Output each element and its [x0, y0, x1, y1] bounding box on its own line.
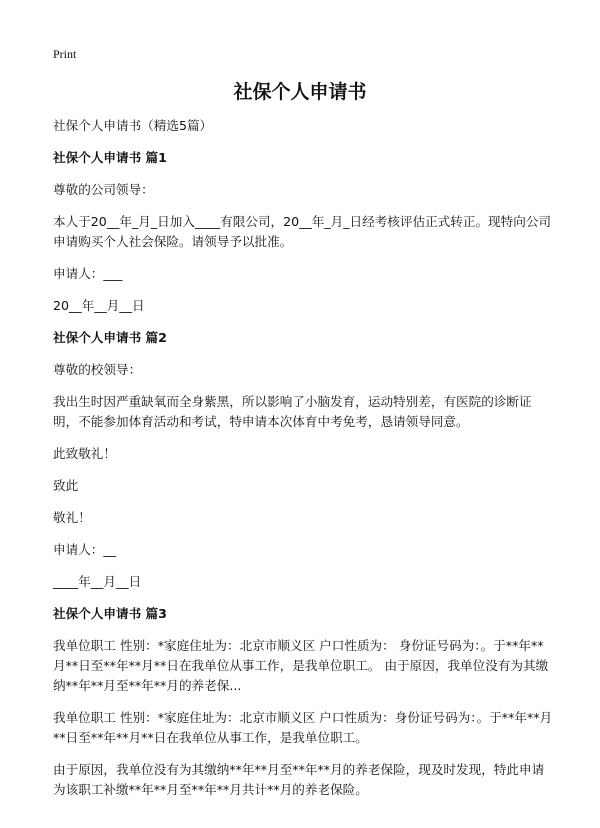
section-2-applicant: 申请人：__	[53, 542, 116, 557]
section-1-applicant: 申请人：___	[53, 266, 123, 281]
document-subtitle: 社保个人申请书（精选5篇）	[53, 118, 213, 133]
section-3-paragraph-1: 我单位职工 性别：*家庭住址为：北京市顺义区 户口性质为： 身份证号码为：。于**年**月**日至**年**月**日在我单位从事工作，是我单位职工。 由于原因，我单位没有为其缴纳**年**月至**年**月的养老保...	[53, 638, 549, 693]
section-3-paragraph-2: 我单位职工 性别：*家庭住址为：北京市顺义区 户口性质为：身份证号码为：。于**年**月**日至**年**月**日在我单位从事工作，是我单位职工。	[53, 710, 553, 745]
section-2-closing-2: 致此	[53, 478, 79, 493]
section-2-closing-3: 敬礼！	[53, 510, 91, 525]
section-heading-1: 社保个人申请书 篇1	[53, 150, 167, 165]
section-1-body: 本人于20__年_月_日加入____有限公司，20__年_月_日经考核评估正式转正。现特向公司申请购买个人社会保险。请领导予以批准。	[53, 214, 552, 249]
section-2-greeting: 尊敬的校领导：	[53, 362, 142, 377]
section-2-body: 我出生时因严重缺氧而全身紫黑，所以影响了小脑发育，运动特别差，有医院的诊断证明，不能参加体育活动和考试，特申请本次体育中考免考，恳请领导同意。	[53, 394, 532, 429]
section-heading-3: 社保个人申请书 篇3	[53, 606, 167, 621]
document-body	[53, 116, 553, 812]
section-2-date: ____年__月__日	[53, 574, 142, 589]
section-1-date: 20__年__月__日	[53, 298, 145, 313]
section-2-closing-1: 此致敬礼！	[53, 446, 116, 461]
print-link[interactable]: Print	[53, 47, 77, 61]
document-title: 社保个人申请书	[233, 81, 367, 103]
section-1-greeting: 尊敬的公司领导：	[53, 182, 154, 197]
section-heading-2: 社保个人申请书 篇2	[53, 330, 167, 345]
section-3-paragraph-3: 由于原因，我单位没有为其缴纳**年**月至**年**月的养老保险，现及时发现，特此申请为该职工补缴**年**月至**年**月共计**月的养老保险。	[53, 762, 545, 797]
